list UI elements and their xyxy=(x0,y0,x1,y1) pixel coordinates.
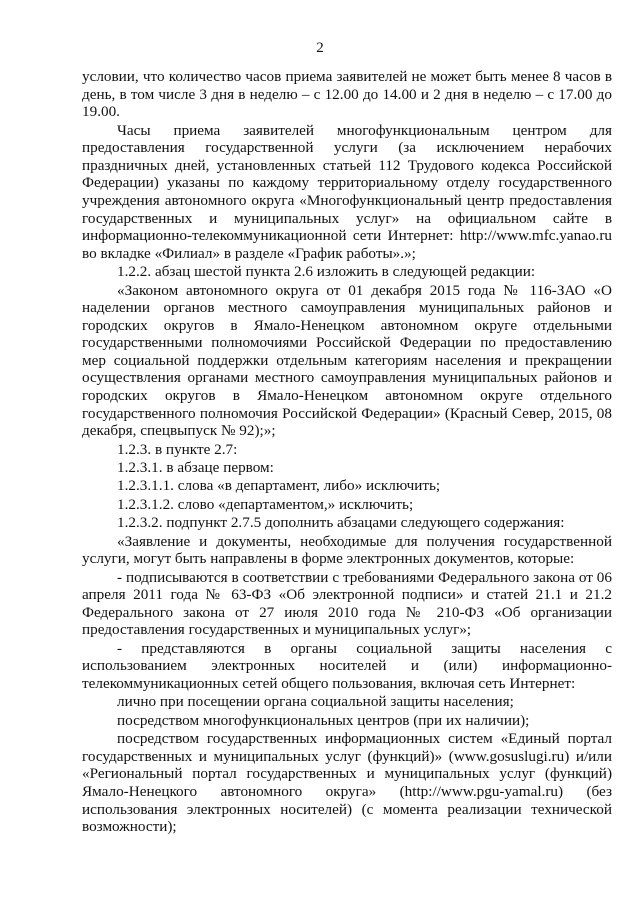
paragraph: «Заявление и документы, необходимые для получения государственной услуги, могут быть направлены в форме электронных документов, которые: xyxy=(82,532,612,568)
paragraph: посредством многофункциональных центров (при их наличии); xyxy=(117,711,530,729)
document-body xyxy=(82,68,612,836)
paragraph: 1.2.3.1.2. слово «департаментом,» исключить; xyxy=(117,495,414,513)
paragraph: - подписываются в соответствии с требованиями Федерального закона от 06 апреля 2011 года № 63-ФЗ «Об электронной подписи» и статей 21.1 и 21.2 Федерального закона от 27 июля 2010 года № 210-ФЗ «Об организации предоставления государственных и муниципальных услуг»; xyxy=(82,568,612,639)
paragraph: 1.2.3.2. подпункт 2.7.5 дополнить абзацами следующего содержания: xyxy=(117,514,565,532)
paragraph: посредством государственных информационных систем «Единый портал государственных и муниципальных услуг (функций)» (www.gosuslugi.ru) и/или «Региональный портал государственных и муниципальных услуг (функций) Ямало-Ненецкого автономного округа» (http://www.pgu-yamal.ru) (без использования электронных носителей) (с момента реализации технической возможности); xyxy=(82,730,612,836)
page-number: 2 xyxy=(316,40,324,56)
paragraph: 1.2.2. абзац шестой пункта 2.6 изложить в следующей редакции: xyxy=(117,263,536,281)
paragraph: лично при посещении органа социальной защиты населения; xyxy=(117,693,514,711)
paragraph: условии, что количество часов приема заявителей не может быть менее 8 часов в день, в том числе 3 дня в неделю – с 12.00 до 14.00 и 2 дня в неделю – с 17.00 до 19.00. xyxy=(82,68,612,121)
paragraph: 1.2.3.1. в абзаце первом: xyxy=(117,459,274,477)
paragraph: 1.2.3. в пункте 2.7: xyxy=(117,440,238,458)
paragraph: «Законом автономного округа от 01 декабря 2015 года № 116-ЗАО «О наделении органов местного самоуправления муниципальных районов и городских округов в Ямало-Ненецком автономном округе отдельными государственными полномочиями Российской Федерации по предоставлению мер социальной поддержки отдельным категориям населения и прекращении осуществления органами местного самоуправления муниципальных районов и городских округов в Ямало-Ненецком автономном округе отдельного государственного полномочия Российской Федерации» (Красный Север, 2015, 08 декабря, спецвыпуск № 92);»; xyxy=(82,281,612,440)
paragraph: 1.2.3.1.1. слова «в департамент, либо» исключить; xyxy=(117,477,441,495)
paragraph: - представляются в органы социальной защиты населения с использованием электронных носителей и (или) информационно-телекоммуникационных сетей общего пользования, включая сеть Интернет: xyxy=(82,639,612,692)
paragraph: Часы приема заявителей многофункциональным центром для предоставления государственной услуги (за исключением нерабочих праздничных дней, установленных статьей 112 Трудового кодекса Российской Федерации) указаны по каждому территориальному отделу государственного учреждения автономного округа «Многофункциональный центр предоставления государственных и муниципальных услуг» на официальном сайте в информационно-телекоммуникационной сети Интернет: http://www.mfc.yanao.ru во вкладке «Филиал» в разделе «График работы».»; xyxy=(82,121,612,262)
